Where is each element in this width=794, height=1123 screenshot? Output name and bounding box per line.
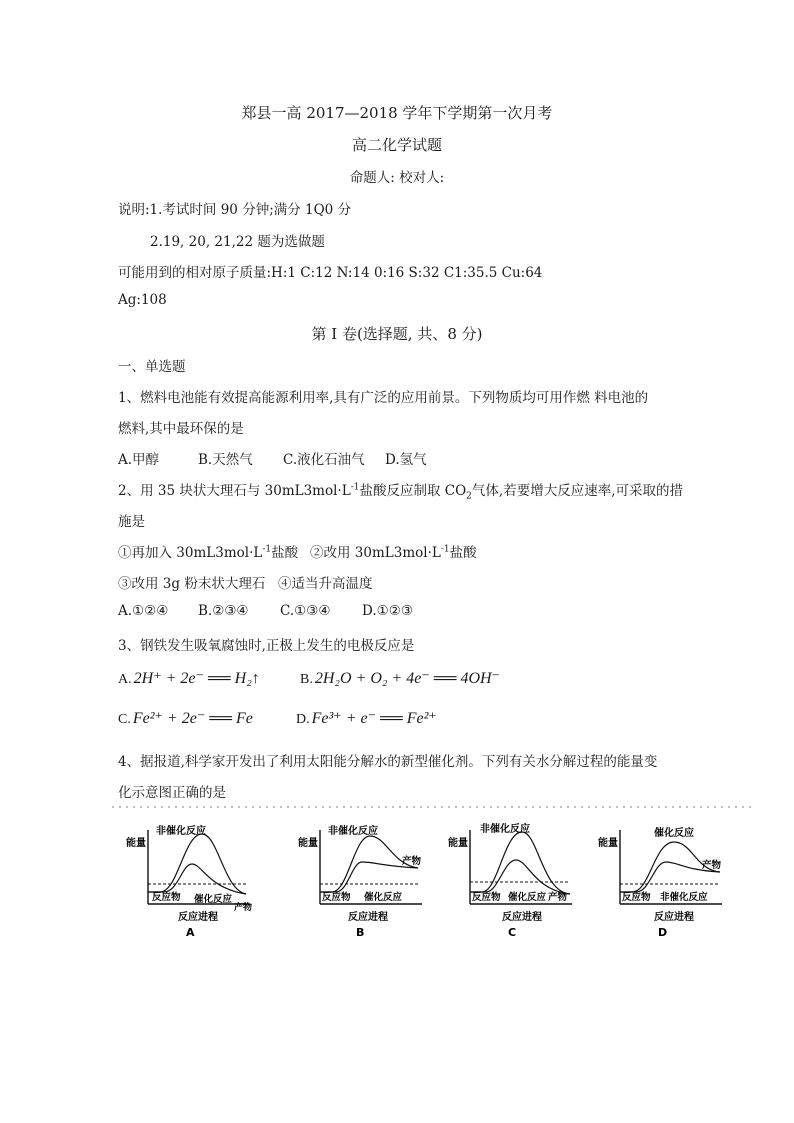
atomic-masses-line-1: 可能用到的相对原子质量:H:1 C:12 N:14 0:16 S:32 C1:35.5 Cu:64 [118,265,543,281]
panel-b-reactant-label: 反应物 [322,892,351,903]
panel-d-upper-label: 催化反应 [654,828,694,839]
panel-c-ylabel: 能量 [448,838,468,849]
panel-a-upper-label: 非催化反应 [156,826,206,837]
q3-option-b: B. 2H₂O + O₂ + 4e⁻ ══ 4OH⁻ [300,670,500,687]
panel-c-upper-label: 非催化反应 [480,824,530,835]
q2-option-a: A.①②④ [118,603,169,619]
panel-a-xlabel: 反应进程 [178,912,218,923]
q4-stem-line-2: 化示意图正确的是 [118,785,226,801]
q1-option-d: D.氢气 [385,452,427,468]
q2-statement-1: ①再加入 $30mL3mol\cdot L^{-1}$盐酸 [118,544,299,561]
exam-authors: 命题人: 校对人: [349,170,445,186]
panel-c-reactant-label: 反应物 [472,892,501,903]
q2-statement-2: ②改用 $30mL3mol\cdot L^{-1}$盐酸 [310,544,477,561]
panel-a-letter: A [186,926,195,939]
panel-d-letter: D [658,926,668,939]
q1-option-a: A.甲醇 [118,452,160,468]
question-type: 一、单选题 [118,359,186,375]
panel-b-upper-label: 非催化反应 [328,826,378,837]
panel-d-ylabel: 能量 [598,838,618,849]
panel-c-letter: C [508,926,517,939]
q1-option-b: B.天然气 [198,452,253,468]
q2-option-d: D.①②③ [362,603,413,619]
exam-title: 郑县一高 2017—2018 学年下学期第一次月考 [241,104,553,122]
note-line-2: 2.19, 20, 21,22 题为选做题 [150,234,325,250]
panel-d-product-label: 产物 [702,860,722,871]
q2-stem-line-2: 施是 [118,514,145,530]
panel-c-lower-label: 催化反应 [508,892,547,903]
panel-a-lower-label: 催化反应 [194,894,233,905]
panel-d-xlabel: 反应进程 [654,912,694,923]
q3-option-a: A. 2H⁺ + 2e⁻ ══ H₂↑ [118,670,260,687]
panel-c [448,822,572,939]
q2-statement-3: ③改用 3g 粉末状大理石 [118,576,266,592]
energy-diagram-svg [112,806,752,946]
panel-b-lower-label: 催化反应 [364,892,403,903]
panel-b-letter: B [356,926,365,939]
q1-stem-line-1: 1、燃料电池能有效提高能源利用率,具有广泛的应用前景。下列物质均可用作燃 料电池的 [118,390,649,406]
panel-d [598,826,722,939]
panel-d-lower-label: 非催化反应 [660,892,708,903]
q2-option-b: B.②③④ [198,603,249,619]
energy-diagram-figure [112,806,752,946]
panel-a-ylabel: 能量 [126,838,146,849]
q3-option-c: C. Fe²⁺ + 2e⁻ ══ Fe [118,710,253,727]
atomic-masses-line-2: Ag:108 [118,292,167,308]
exam-subject: 高二化学试题 [351,136,442,154]
q2-statement-4: ④适当升高温度 [278,576,373,592]
panel-a-product-label: 产物 [234,903,253,913]
q2-option-c: C.①③④ [280,603,331,619]
panel-b-product-label: 产物 [402,856,422,867]
q3-option-d: D. Fe³⁺ + e⁻ ══ Fe²⁺ [296,710,437,727]
q2-stem-line-1: 2、用 35 块状大理石与 $30mL3mol\cdot L^{-1}$盐酸反应制取 $CO_2$气体,若要增大反应速率,可采取的措 [118,482,683,502]
panel-a [126,824,252,939]
panel-b-ylabel: 能量 [298,838,318,849]
panel-b-xlabel: 反应进程 [348,912,388,923]
panel-c-xlabel: 反应进程 [502,912,542,923]
panel-d-reactant-label: 反应物 [622,892,651,903]
panel-b [298,824,422,939]
section-title: 第 I 卷(选择题, 共、8 分) [311,325,483,343]
q1-stem-line-2: 燃料,其中最环保的是 [118,421,244,437]
panel-c-product-label: 产物 [548,892,568,903]
panel-a-reactant-label: 反应物 [152,892,181,903]
q1-option-c: C.液化石油气 [283,452,365,468]
q3-stem: 3、钢铁发生吸氧腐蚀时,正极上发生的电极反应是 [118,638,415,654]
note-line-1: 说明:1.考试时间 90 分钟;满分 1Q0 分 [118,202,352,218]
q4-stem-line-1: 4、据报道,科学家开发出了利用太阳能分解水的新型催化剂。下列有关水分解过程的能量变 [118,754,658,770]
